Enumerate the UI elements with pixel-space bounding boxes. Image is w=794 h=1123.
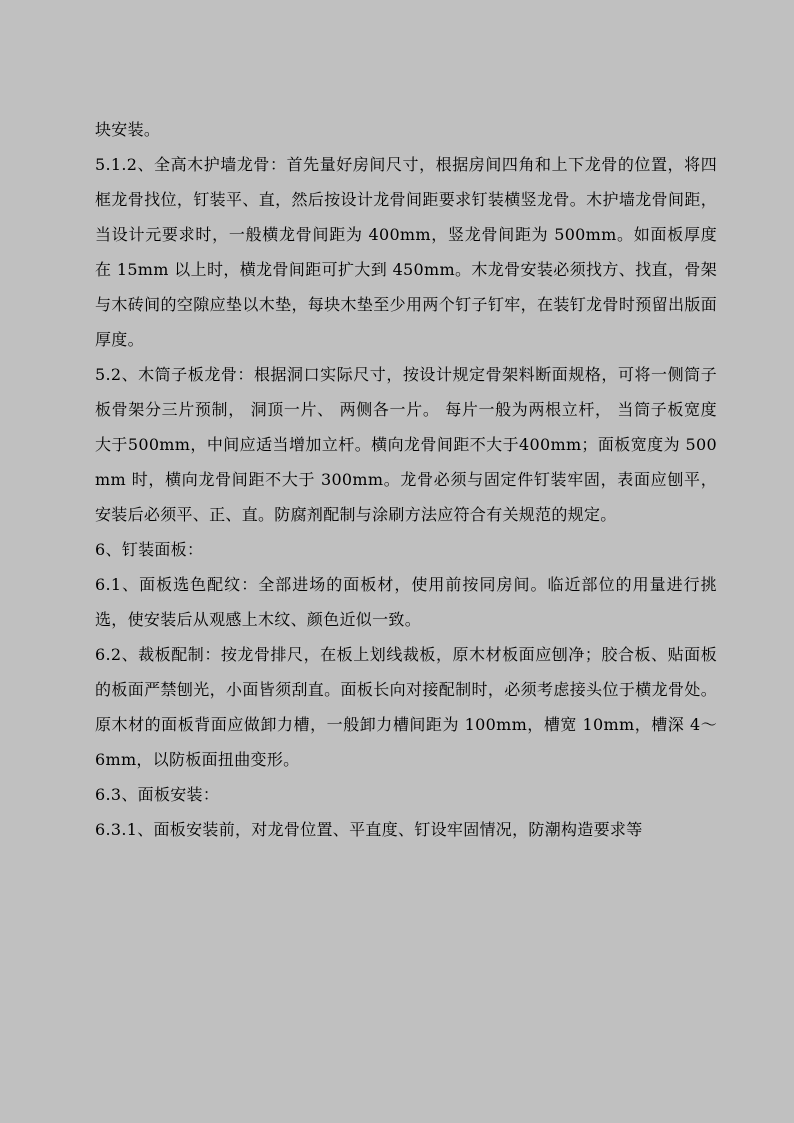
document-body xyxy=(95,112,717,847)
paragraph-6-3-1-pre-install-check: 6.3.1、面板安装前，对龙骨位置、平直度、钉设牢固情况，防潮构造要求等 xyxy=(95,820,643,839)
paragraph-6-2-panel-cutting: 6.2、裁板配制：按龙骨排尺，在板上划线裁板，原木材板面应刨净；胶合板、贴面板的板面严禁刨光，小面皆须刮直。面板长向对接配制时，必须考虑接头位于横龙骨处。原木材的面板背面应做卸力槽，一般卸力槽间距为 100mm，槽宽 10mm，槽深 4～6mm，以防板面扭曲变形。 xyxy=(95,645,717,769)
heading-6-3-panel-install: 6.3、面板安装： xyxy=(95,785,220,804)
paragraph-block-install-end: 块安装。 xyxy=(95,120,161,139)
paragraph-5-2-casing-keel: 5.2、木筒子板龙骨：根据洞口实际尺寸，按设计规定骨架料断面规格，可将一侧筒子板骨架分三片预制， 洞顶一片、 两侧各一片。 每片一般为两根立杆， 当筒子板宽度大于500mm，中间应适当增加立杆。横向龙骨间距不大于400mm；面板宽度为 500mm 时，横向龙骨间距不大于 300mm。龙骨必须与固定件钉装牢固，表面应刨平，安装后必须平、正、直。防腐剂配制与涂刷方法应符合有关规范的规定。 xyxy=(95,365,717,524)
paragraph-5-1-2-wall-keel: 5.1.2、全高木护墙龙骨：首先量好房间尺寸，根据房间四角和上下龙骨的位置，将四框龙骨找位，钉装平、直，然后按设计龙骨间距要求钉装横竖龙骨。木护墙龙骨间距，当设计元要求时，一般横龙骨间距为 400mm，竖龙骨间距为 500mm。如面板厚度在 15mm 以上时，横龙骨间距可扩大到 450mm。木龙骨安装必须找方、找直，骨架与木砖间的空隙应垫以木垫，每块木垫至少用两个钉子钉牢，在装钉龙骨时预留出版面厚度。 xyxy=(95,155,717,349)
paragraph-6-1-panel-selection: 6.1、面板选色配纹：全部进场的面板材，使用前按同房间。临近部位的用量进行挑选，使安装后从观感上木纹、颜色近似一致。 xyxy=(95,575,717,629)
heading-6-nail-panels: 6、钉装面板： xyxy=(95,540,204,559)
